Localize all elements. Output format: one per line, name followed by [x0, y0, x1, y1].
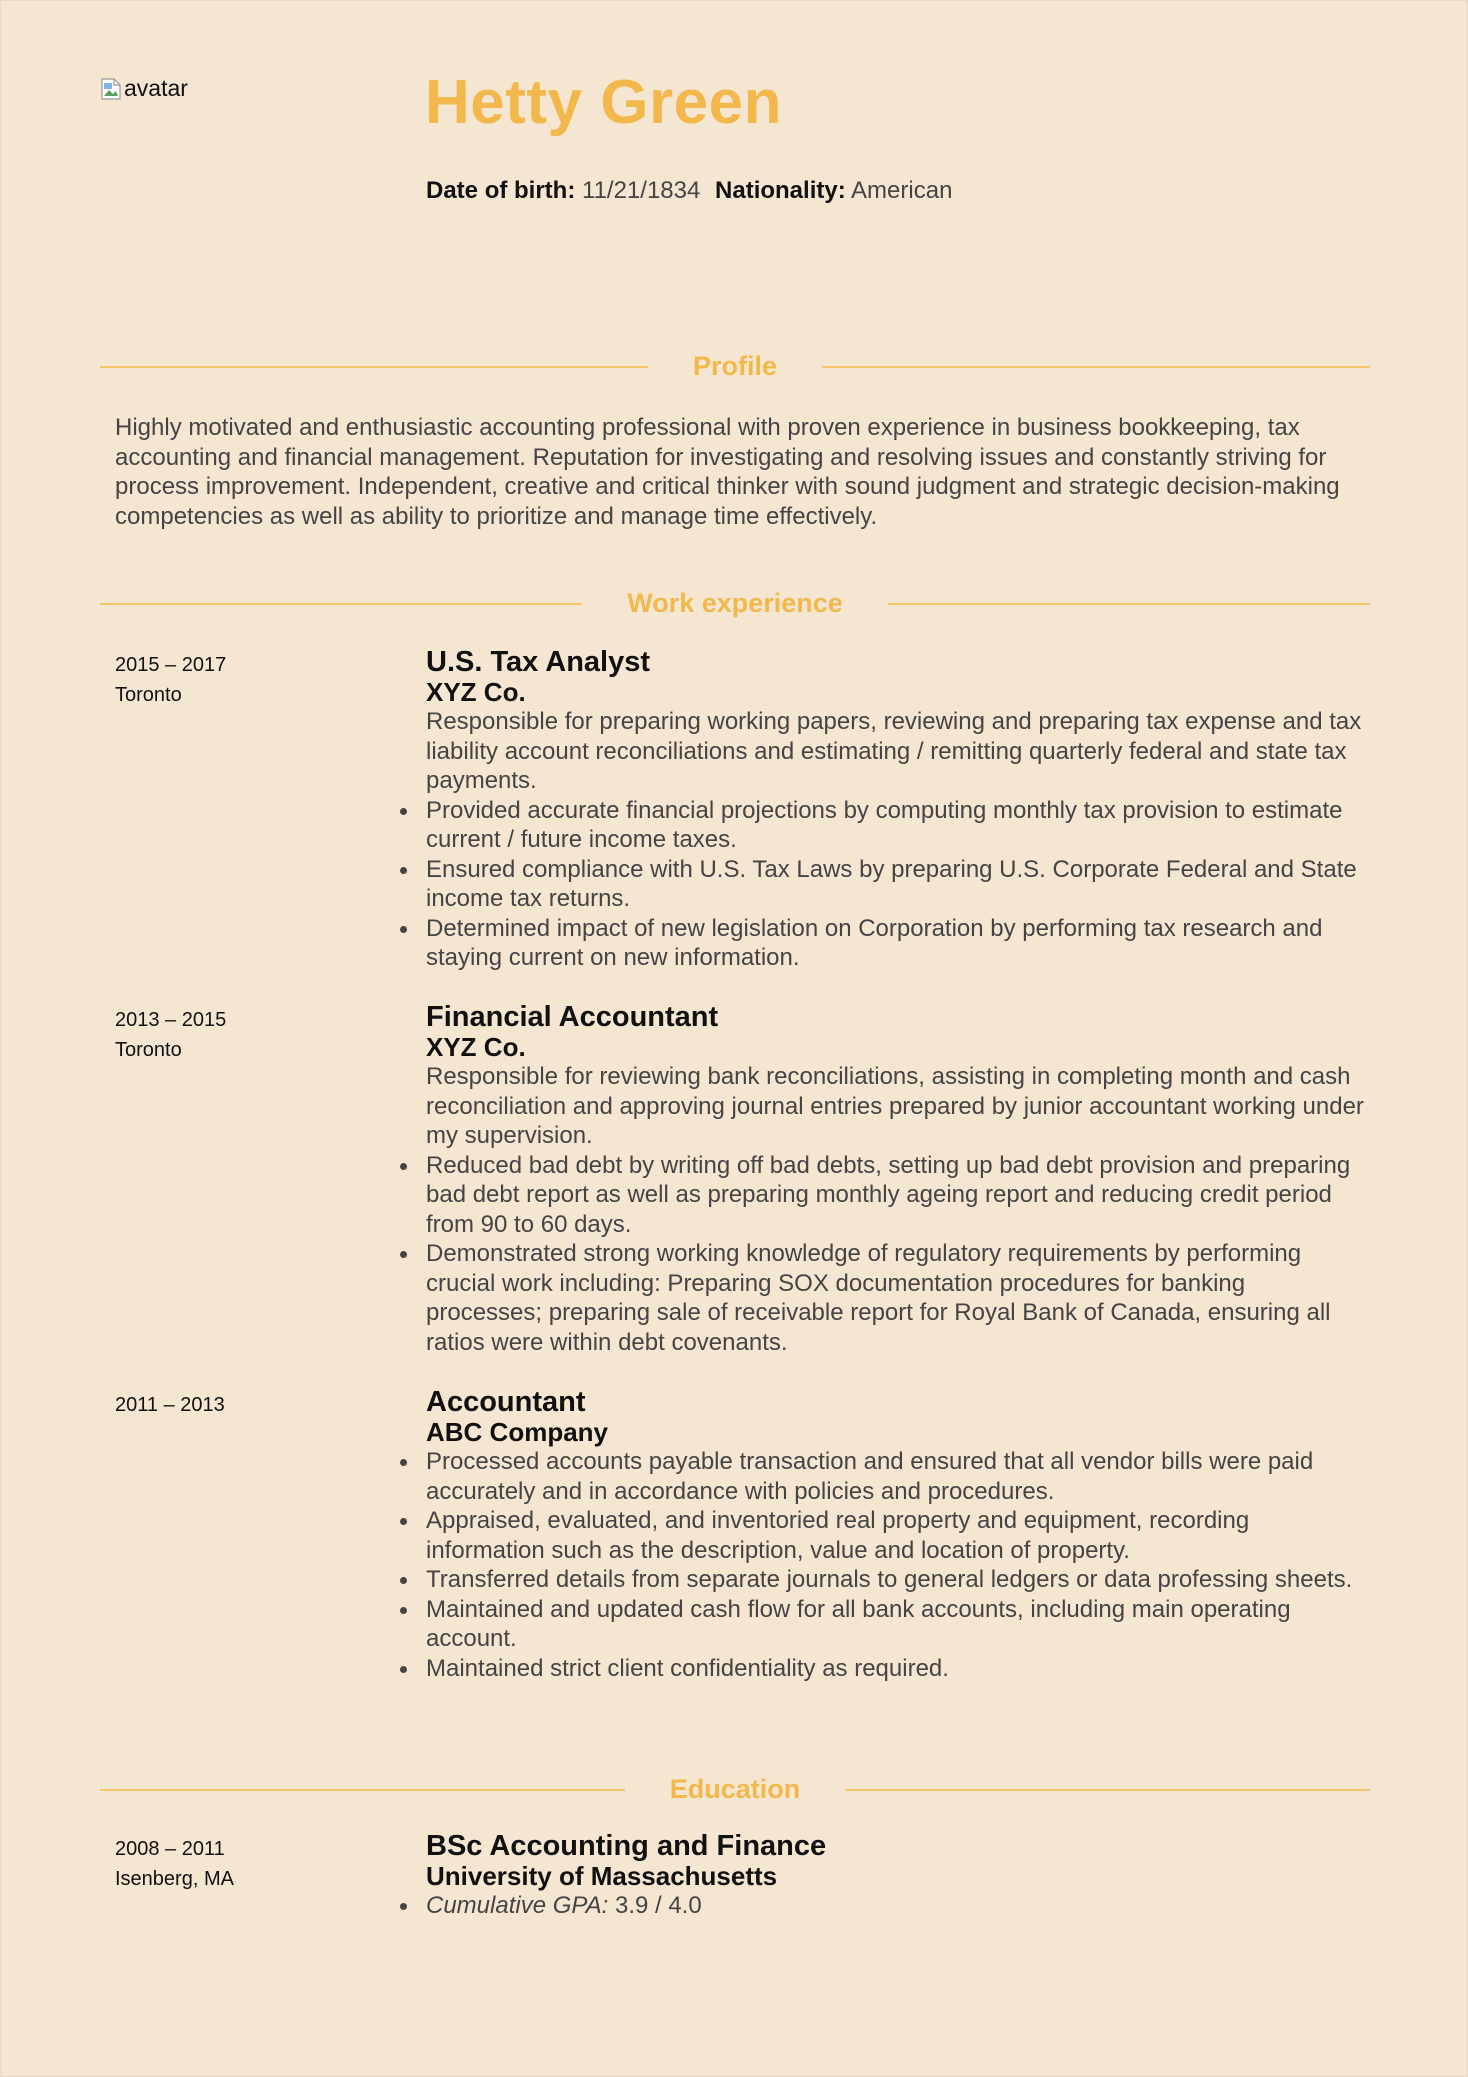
- job-summary: Responsible for reviewing bank reconciliations, assisting in completing month and cash reconciliation and approving journal entries prepared by junior accountant working under my supervision.: [426, 1063, 1364, 1149]
- job-title: Financial Accountant: [426, 1001, 719, 1033]
- divider-line: [100, 366, 648, 368]
- list-item: Demonstrated strong working knowledge of regulatory requirements by performing crucial work including: Preparing SOX documentation procedures for banking processes; preparing sale of receivable report for Royal Bank of Canada, ensuring all ratios were within debt covenants.: [426, 1239, 1366, 1357]
- job-dates: 2013 – 2015: [115, 1009, 227, 1031]
- candidate-name: Hetty Green: [425, 68, 782, 137]
- divider-line: [100, 603, 582, 605]
- job-bullets: [426, 1151, 1366, 1358]
- profile-heading: Profile: [692, 351, 778, 381]
- dob-label: Date of birth:: [426, 177, 576, 204]
- nationality-value: American: [851, 177, 953, 204]
- job-body: [426, 1386, 1366, 1683]
- education-body: [426, 1830, 1366, 1921]
- list-item: Appraised, evaluated, and inventoried real property and equipment, recording information such as the description, value and location of property.: [426, 1506, 1366, 1565]
- job-title: Accountant: [426, 1386, 586, 1418]
- divider-line: [888, 603, 1370, 605]
- job-body: [426, 1001, 1366, 1357]
- job-summary: Responsible for preparing working papers, reviewing and preparing tax expense and tax liability account reconciliations and estimating / remitting quarterly federal and state tax payments.: [426, 708, 1362, 794]
- school-name: University of Massachusetts: [426, 1861, 778, 1891]
- job-location: Toronto: [115, 683, 182, 706]
- avatar-alt-text: avatar: [124, 75, 188, 101]
- job-company: XYZ Co.: [426, 1032, 526, 1062]
- job-location: Toronto: [115, 1038, 182, 1061]
- nationality-label: Nationality:: [715, 177, 846, 204]
- education-bullets: [426, 1891, 1366, 1921]
- job-meta: [115, 1006, 226, 1065]
- profile-section-heading: [100, 351, 1370, 382]
- education-heading: Education: [669, 1774, 801, 1804]
- list-item: Transferred details from separate journals to general ledgers or data professing sheets.: [426, 1565, 1366, 1595]
- list-item: Maintained and updated cash flow for all bank accounts, including main operating account.: [426, 1595, 1366, 1654]
- job-dates: 2011 – 2013: [115, 1394, 225, 1416]
- job-title: U.S. Tax Analyst: [426, 646, 651, 678]
- dob-value: 11/21/1834: [582, 177, 701, 204]
- profile-text: Highly motivated and enthusiastic accounting professional with proven experience in business bookkeeping, tax accounting and financial management. Reputation for investigating and resolving issues and constantly striving for process improvement. Independent, creative and critical thinker with sound judgment and strategic decision-making competencies as well as ability to prioritize and manage time effectively.: [115, 414, 1340, 530]
- degree-title: BSc Accounting and Finance: [426, 1830, 827, 1862]
- avatar: [100, 75, 188, 102]
- divider-line: [822, 366, 1370, 368]
- divider-line: [100, 1789, 625, 1791]
- gpa-label: Cumulative GPA:: [426, 1892, 609, 1919]
- education-meta: [115, 1835, 234, 1894]
- gpa-value: 3.9 / 4.0: [614, 1892, 702, 1919]
- list-item: Maintained strict client confidentiality as required.: [426, 1654, 1366, 1684]
- list-item: Provided accurate financial projections by computing monthly tax provision to estimate current / future income taxes.: [426, 796, 1366, 855]
- education-section-heading: [100, 1774, 1370, 1805]
- job-meta: [115, 651, 226, 710]
- broken-image-icon: [100, 77, 122, 101]
- list-item: Ensured compliance with U.S. Tax Laws by preparing U.S. Corporate Federal and State income tax returns.: [426, 855, 1366, 914]
- job-company: ABC Company: [426, 1417, 609, 1447]
- work-heading: Work experience: [627, 588, 843, 618]
- job-body: [426, 646, 1366, 973]
- list-item: Determined impact of new legislation on Corporation by performing tax research and staying current on new information.: [426, 914, 1366, 973]
- gpa-item: [426, 1891, 1366, 1921]
- education-location: Isenberg, MA: [115, 1867, 234, 1890]
- job-company: XYZ Co.: [426, 677, 526, 707]
- divider-line: [845, 1789, 1370, 1791]
- list-item: Processed accounts payable transaction and ensured that all vendor bills were paid accurately and in accordance with policies and procedures.: [426, 1447, 1366, 1506]
- personal-details: [426, 177, 952, 205]
- job-bullets: [426, 796, 1366, 973]
- job-bullets: [426, 1447, 1366, 1683]
- list-item: Reduced bad debt by writing off bad debts, setting up bad debt provision and preparing bad debt report as well as preparing monthly ageing report and reducing credit period from 90 to 60 days.: [426, 1151, 1366, 1240]
- job-dates: 2015 – 2017: [115, 654, 227, 676]
- work-section-heading: [100, 588, 1370, 619]
- job-meta: [115, 1391, 225, 1421]
- education-dates: 2008 – 2011: [115, 1838, 225, 1860]
